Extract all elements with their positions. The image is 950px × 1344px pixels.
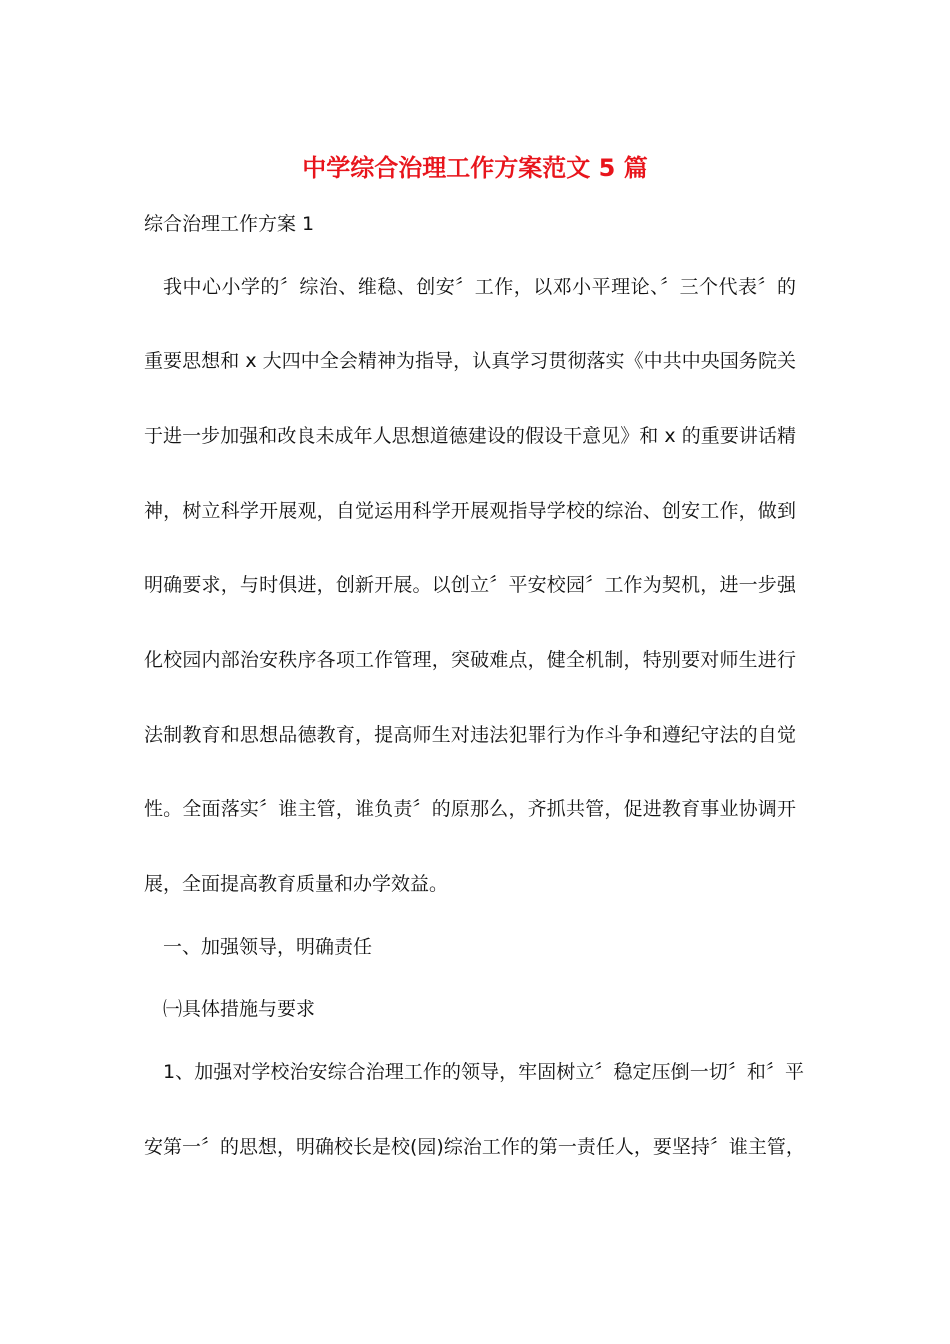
paragraph-line: 法制教育和思想品德教育，提高师生对违法犯罪行为作斗争和遵纪守法的自觉	[144, 724, 796, 746]
paragraph-line: 性。全面落实〞谁主管，谁负责〞的原那么，齐抓共管，促进教育事业协调开	[144, 798, 796, 820]
subsection-heading: ㈠具体措施与要求	[163, 998, 316, 1020]
paragraph-line: 于进一步加强和改良未成年人思想道德建设的假设干意见》和 x 的重要讲话精	[144, 425, 796, 447]
paragraph-line: 展，全面提高教育质量和办学效益。	[144, 873, 449, 895]
section-heading: 综合治理工作方案 1	[144, 213, 315, 235]
paragraph-line: 化校园内部治安秩序各项工作管理，突破难点，健全机制，特别要对师生进行	[144, 649, 796, 671]
paragraph-line: 安第一〞的思想，明确校长是校(园)综治工作的第一责任人，要坚持〞谁主管，	[144, 1136, 805, 1158]
paragraph-line: 明确要求，与时俱进，创新开展。以创立〞平安校园〞工作为契机，进一步强	[144, 574, 796, 596]
section-heading: 一、加强领导，明确责任	[163, 936, 373, 958]
paragraph-line: 重要思想和 x 大四中全会精神为指导，认真学习贯彻落实《中共中央国务院关	[144, 350, 796, 372]
paragraph-line: 我中心小学的〞综治、维稳、创安〞工作，以邓小平理论、〞三个代表〞的	[163, 276, 796, 298]
paragraph-line: 神，树立科学开展观，自觉运用科学开展观指导学校的综治、创安工作，做到	[144, 500, 796, 522]
document-title: 中学综合治理工作方案范文 5 篇	[302, 154, 648, 182]
paragraph-line: 1、加强对学校治安综合治理工作的领导，牢固树立〞稳定压倒一切〞和〞平	[163, 1061, 804, 1083]
